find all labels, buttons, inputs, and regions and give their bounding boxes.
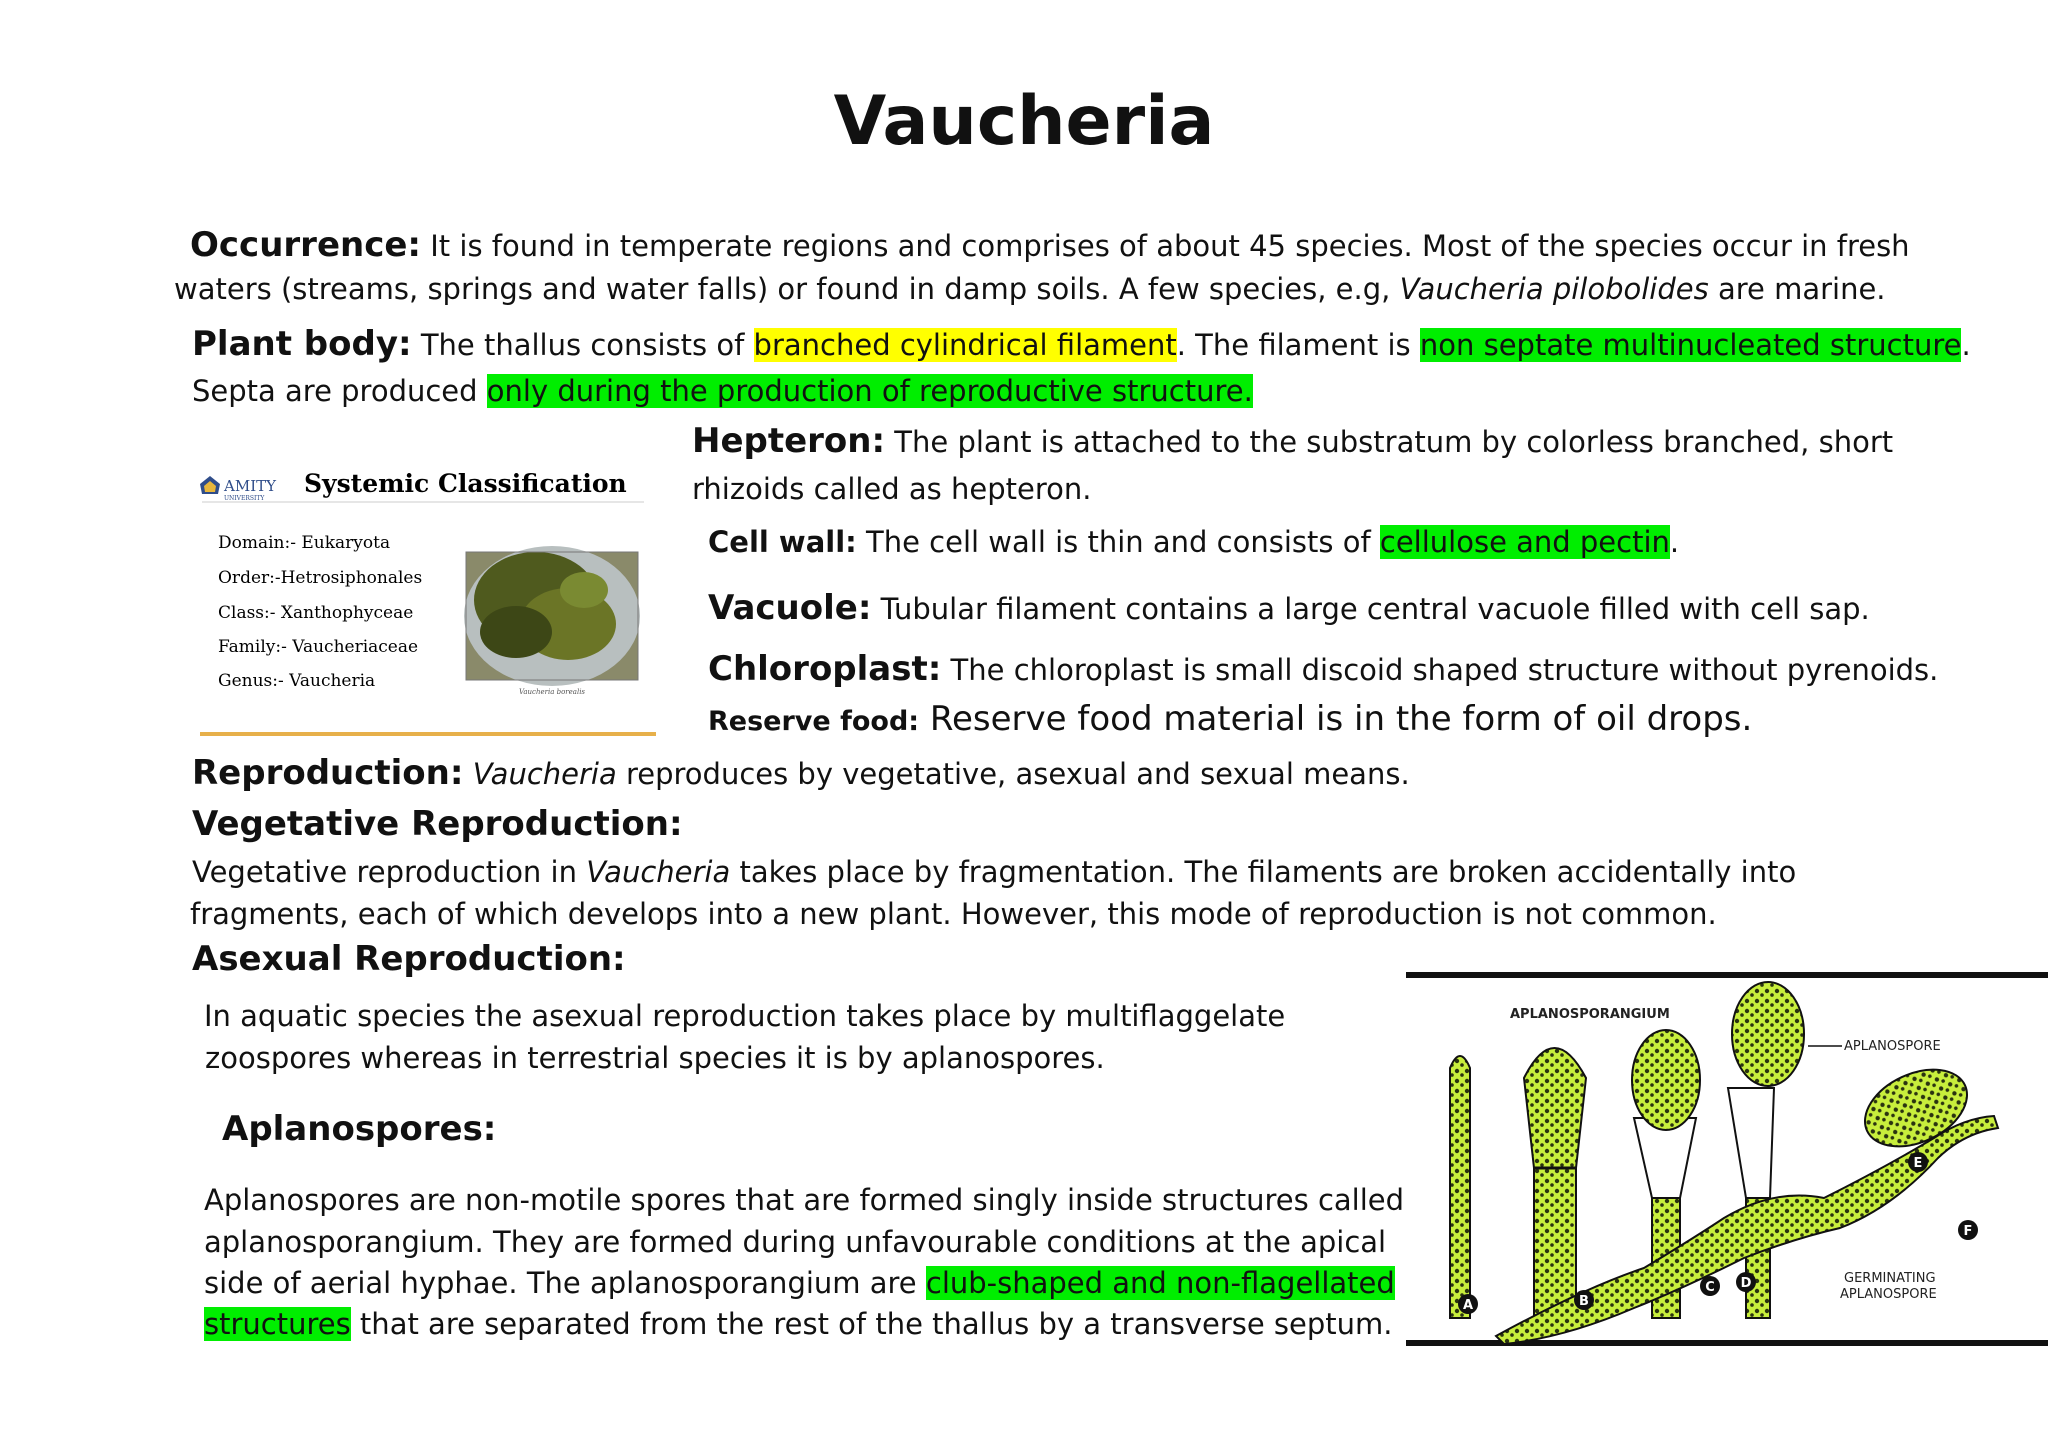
plant-body-text-2: . The filament is bbox=[1176, 328, 1420, 362]
vegetative-text-1a: Vegetative reproduction in bbox=[192, 855, 587, 889]
stage-marker-d bbox=[1736, 1272, 1756, 1292]
stage-marker-f bbox=[1958, 1220, 1978, 1240]
cell-wall-heading: Cell wall: bbox=[708, 525, 857, 559]
label-germinating: GERMINATING bbox=[1844, 1271, 1936, 1286]
reproduction-text: reproduces by vegetative, asexual and sexual means. bbox=[616, 757, 1410, 791]
vegetative-genus: Vaucheria bbox=[586, 855, 731, 889]
svg-text:F: F bbox=[1963, 1224, 1973, 1239]
vacuole-heading: Vacuole: bbox=[708, 588, 872, 628]
highlight-cellulose-pectin: cellulose and pectin bbox=[1379, 525, 1670, 559]
aplanospores-line-2: aplanosporangium. They are formed during unfavourable conditions at the apical bbox=[204, 1225, 1387, 1259]
reproduction-genus: Vaucheria bbox=[472, 757, 617, 791]
classification-family: Family:- Vaucheriaceae bbox=[218, 637, 419, 657]
page-title: Vaucheria bbox=[833, 82, 1215, 161]
occurrence-line-1 bbox=[190, 224, 1910, 267]
vegetative-line-1 bbox=[192, 851, 1796, 893]
hepteron-heading: Hepteron: bbox=[692, 421, 886, 461]
vacuole-text: Tubular filament contains a large central vacuole filled with cell sap. bbox=[871, 592, 1870, 626]
svg-text:A: A bbox=[1462, 1298, 1474, 1313]
highlight-club-shaped: club-shaped and non-flagellated bbox=[925, 1266, 1395, 1300]
classification-title: Systemic Classification bbox=[304, 469, 627, 498]
classification-class: Class:- Xanthophyceae bbox=[218, 603, 414, 623]
stage-marker-b bbox=[1574, 1290, 1594, 1310]
cell-wall-end: . bbox=[1669, 525, 1680, 559]
plant-body-line-2 bbox=[192, 370, 1253, 412]
plant-body-line-1 bbox=[192, 323, 1971, 366]
aplanospores-line-3 bbox=[204, 1262, 1395, 1304]
vegetative-heading: Vegetative Reproduction: bbox=[192, 804, 683, 844]
vegetative-line-2: fragments, each of which develops into a new plant. However, this mode of reproduction is not common. bbox=[190, 897, 1717, 931]
plant-body-heading: Plant body: bbox=[192, 324, 412, 364]
highlight-branched-filament: branched cylindrical filament bbox=[753, 328, 1177, 362]
classification-order: Order:-Hetrosiphonales bbox=[218, 568, 423, 588]
label-germinating-aplanospore: APLANOSPORE bbox=[1840, 1287, 1937, 1302]
occurrence-heading: Occurrence: bbox=[190, 225, 422, 265]
plant-body-text-3: . bbox=[1961, 328, 1971, 362]
occurrence-text-2a: waters (streams, springs and water falls) or found in damp soils. A few species, e.g, bbox=[174, 272, 1400, 306]
cell-wall-line bbox=[708, 521, 1679, 563]
svg-text:D: D bbox=[1740, 1276, 1752, 1291]
classification-card bbox=[196, 450, 672, 740]
chloroplast-line bbox=[708, 648, 1938, 691]
plant-body-text-4: Septa are produced bbox=[192, 374, 487, 408]
vacuole-line bbox=[708, 587, 1870, 630]
vaucheria-photo bbox=[464, 546, 640, 686]
occurrence-species-name: Vaucheria pilobolides bbox=[1399, 272, 1709, 306]
hepteron-text-1: The plant is attached to the substratum by colorless branched, short bbox=[885, 425, 1894, 459]
reproduction-line bbox=[192, 752, 1410, 795]
reproduction-heading: Reproduction: bbox=[192, 753, 464, 793]
occurrence-text-2b: are marine. bbox=[1708, 272, 1886, 306]
reserve-food-heading: Reserve food: bbox=[708, 706, 920, 737]
stage-a-filament bbox=[1450, 1056, 1470, 1318]
label-aplanosporangium: APLANOSPORANGIUM bbox=[1510, 1007, 1670, 1022]
occurrence-text-1: It is found in temperate regions and comprises of about 45 species. Most of the species occur in fresh bbox=[421, 229, 1910, 263]
plant-body-text-1: The thallus consists of bbox=[411, 328, 754, 362]
photo-caption: Vaucheria borealis bbox=[518, 688, 586, 696]
reserve-food-text: Reserve food material is in the form of oil drops. bbox=[919, 699, 1753, 739]
stage-marker-c bbox=[1700, 1276, 1720, 1296]
reserve-food-line bbox=[708, 698, 1752, 743]
aplanospores-line-4 bbox=[204, 1303, 1393, 1345]
vegetative-text-1b: takes place by fragmentation. The filaments are broken accidentally into bbox=[730, 855, 1797, 889]
classification-card-graphic bbox=[196, 450, 672, 740]
card-accent-bar bbox=[200, 732, 656, 736]
stage-marker-a bbox=[1458, 1294, 1478, 1314]
label-aplanospore: APLANOSPORE bbox=[1844, 1039, 1941, 1054]
chloroplast-heading: Chloroplast: bbox=[708, 649, 942, 689]
aplanospores-text-3a: side of aerial hyphae. The aplanosporangium are bbox=[204, 1266, 926, 1300]
classification-domain: Domain:- Eukaryota bbox=[218, 533, 391, 553]
highlight-septa-production: only during the production of reproductive structure. bbox=[486, 374, 1253, 408]
amity-logo-subtext: UNIVERSITY bbox=[224, 495, 265, 502]
classification-genus: Genus:- Vaucheria bbox=[218, 671, 376, 691]
hepteron-line-1 bbox=[692, 420, 1893, 463]
highlight-structures: structures bbox=[204, 1307, 351, 1341]
diagram-top-rule bbox=[1406, 972, 2048, 978]
asexual-line-1: In aquatic species the asexual reproduction takes place by multiflaggelate bbox=[204, 999, 1286, 1033]
svg-text:C: C bbox=[1705, 1280, 1715, 1295]
aplanospore-diagram-graphic bbox=[1404, 968, 2048, 1350]
stage-b-aplanosporangium bbox=[1524, 1048, 1586, 1318]
asexual-line-2: zoospores whereas in terrestrial species it is by aplanospores. bbox=[205, 1041, 1105, 1075]
stage-marker-e bbox=[1908, 1152, 1928, 1172]
occurrence-line-2 bbox=[174, 268, 1886, 310]
cell-wall-text: The cell wall is thin and consists of bbox=[856, 525, 1380, 559]
amity-logo-text: AMITY bbox=[224, 477, 277, 495]
chloroplast-text: The chloroplast is small discoid shaped structure without pyrenoids. bbox=[941, 653, 1939, 687]
svg-text:B: B bbox=[1579, 1294, 1589, 1309]
hepteron-line-2 bbox=[692, 468, 1091, 510]
aplanospore-diagram bbox=[1404, 968, 2048, 1350]
hepteron-text-2: rhizoids called as hepteron. bbox=[692, 472, 1092, 506]
asexual-heading: Asexual Reproduction: bbox=[192, 939, 626, 979]
svg-text:E: E bbox=[1913, 1156, 1923, 1171]
aplanospores-text-4b: that are separated from the rest of the thallus by a transverse septum. bbox=[350, 1307, 1393, 1341]
aplanospores-heading: Aplanospores: bbox=[222, 1109, 497, 1149]
aplanospores-line-1: Aplanospores are non-motile spores that are formed singly inside structures called bbox=[204, 1183, 1405, 1217]
highlight-non-septate: non septate multinucleated structure bbox=[1419, 328, 1962, 362]
